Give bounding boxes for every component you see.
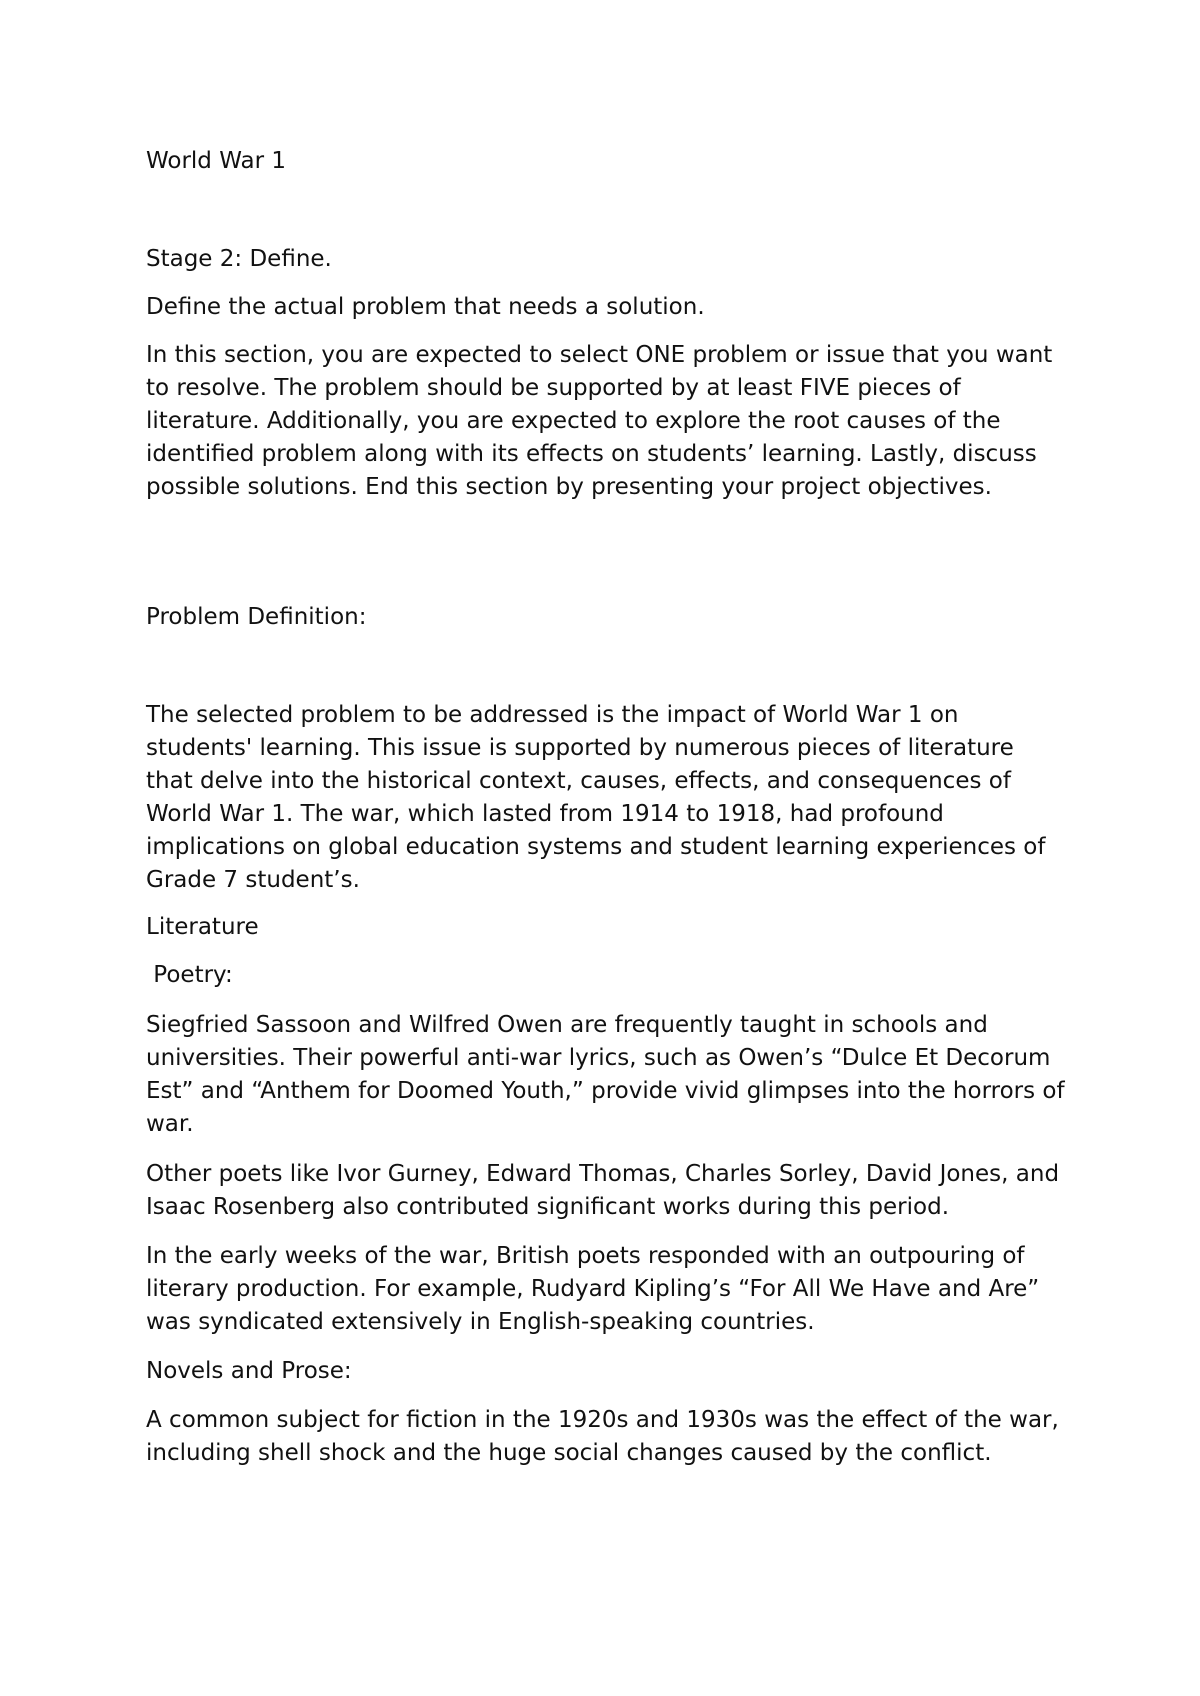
section-instructions-paragraph: In this section, you are expected to select ONE problem or issue that you want to resolve. The problem should be supported by at least FIVE pieces of literature. Additionally, you are expected to explore the root causes of the identified problem along with its effects on students’ learning. Lastly, discuss possible solutions. End this section by presenting your project objectives. — [146, 342, 1053, 500]
stage-instruction: Define the actual problem that needs a solution. — [146, 294, 705, 320]
problem-definition-heading: Problem Definition: — [146, 604, 367, 630]
novels-prose-heading: Novels and Prose: — [146, 1358, 352, 1384]
novels-prose-paragraph: A common subject for fiction in the 1920s and 1930s was the effect of the war, including shell shock and the huge social changes caused by the conflict. — [146, 1407, 1059, 1466]
poetry-heading: Poetry: — [146, 962, 233, 988]
document-title: World War 1 — [146, 148, 286, 174]
poetry-paragraph: Siegfried Sassoon and Wilfred Owen are frequently taught in schools and universities. Their powerful anti-war lyrics, such as Owen’s “Dulce Et Decorum Est” and “Anthem for Doomed Youth,” provide vivid glimpses into the horrors of war. — [146, 1012, 1065, 1137]
poetry-paragraph: Other poets like Ivor Gurney, Edward Thomas, Charles Sorley, David Jones, and Isaac Rosenberg also contributed significant works during this period. — [146, 1161, 1060, 1220]
literature-heading: Literature — [146, 914, 259, 940]
poetry-paragraph: In the early weeks of the war, British poets responded with an outpouring of literary production. For example, Rudyard Kipling’s “For All We Have and Are” was syndicated extensively in English-speaking countries. — [146, 1243, 1040, 1335]
stage-heading: Stage 2: Define. — [146, 246, 332, 272]
problem-definition-paragraph: The selected problem to be addressed is the impact of World War 1 on students' learning. This issue is supported by numerous pieces of literature that delve into the historical context, causes, effects, and consequences of World War 1. The war, which lasted from 1914 to 1918, had profound implications on global education systems and student learning experiences of Grade 7 student’s. — [146, 702, 1046, 893]
